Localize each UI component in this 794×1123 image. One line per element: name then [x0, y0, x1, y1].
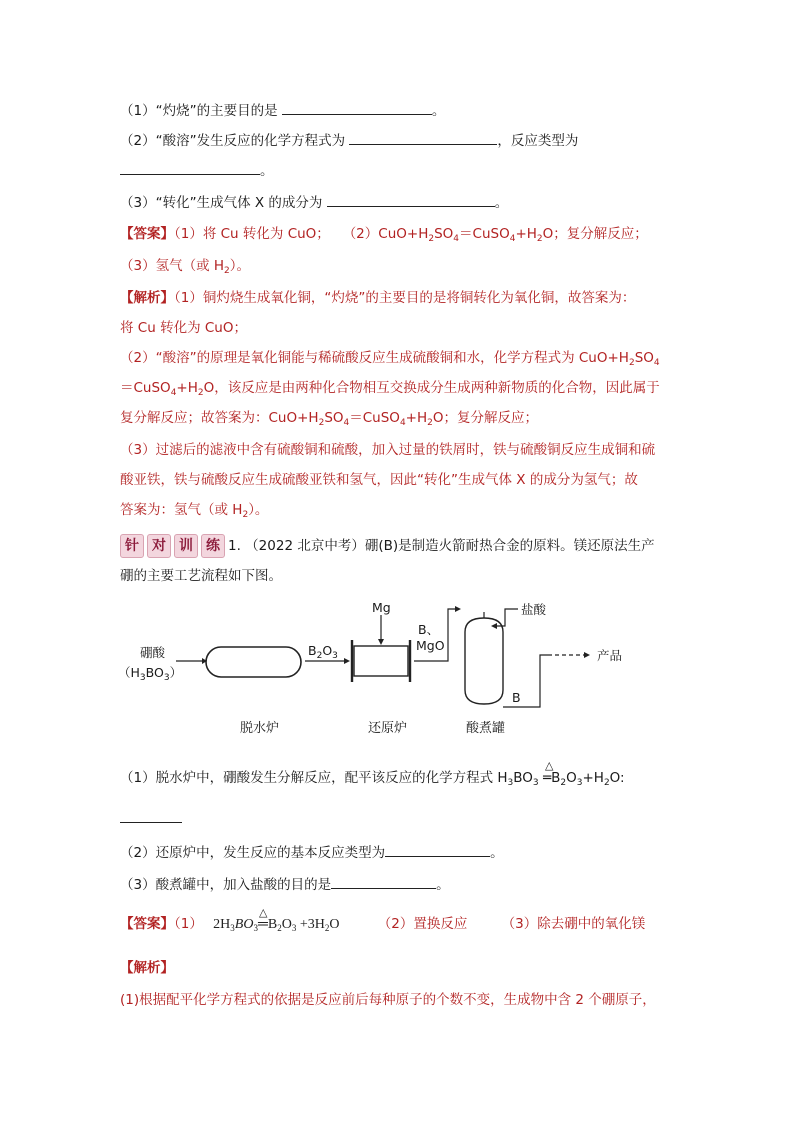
- heat-equals: △ ═: [258, 915, 268, 935]
- subscript: 3: [532, 778, 539, 788]
- punct: 。: [490, 845, 504, 861]
- analysis-1-line-5: [120, 408, 538, 428]
- formula-part: （H: [118, 665, 140, 680]
- label-boric-acid-formula: [118, 663, 182, 681]
- label-b: B: [512, 690, 521, 705]
- analysis-1-line-7: [120, 470, 638, 490]
- subscript: 3: [507, 778, 514, 788]
- training-tile: 针: [120, 534, 144, 558]
- subscript: 2: [560, 778, 567, 788]
- subscript: 2: [628, 358, 635, 368]
- caption-acid-tank: 酸煮罐: [466, 721, 506, 736]
- training-tile: 练: [201, 534, 225, 558]
- subscript: 2: [428, 234, 435, 244]
- question-text: 硼的主要工艺流程如下图。: [120, 568, 282, 584]
- subscript: 4: [170, 388, 177, 398]
- answer-blank[interactable]: [327, 192, 495, 207]
- analysis-text: （1）铜灼烧生成氧化铜，“灼烧”的主要目的是将铜转化为氧化铜，故答案为：: [174, 290, 636, 306]
- subscript: 4: [399, 418, 406, 428]
- formula-part: 2H: [213, 917, 231, 932]
- analysis-2-line-1: [120, 990, 656, 1010]
- analysis-text: （3）过滤后的滤液中含有硫酸铜和硫酸，加入过量的铁屑时，铁与硫酸铜反应生成铜和硫: [120, 442, 656, 458]
- answer-text: +H: [515, 226, 537, 242]
- subscript: 3: [576, 778, 583, 788]
- label-product: 产品: [597, 648, 623, 663]
- question-text: B: [551, 770, 561, 786]
- punct: 。: [431, 103, 446, 119]
- answer-text: O；复分解反应；: [542, 226, 648, 242]
- formula-part: BO: [145, 665, 164, 680]
- delta-icon: △: [258, 907, 268, 919]
- analysis-tag: 【解析】: [120, 290, 174, 306]
- analysis-text: +H: [405, 410, 428, 426]
- subscript: 3: [332, 651, 338, 661]
- label-hcl: 盐酸: [521, 602, 547, 617]
- formula-part: ）: [169, 665, 183, 680]
- answer-tag: 【答案】: [120, 226, 174, 242]
- answer-text: （2）置换反应: [377, 916, 468, 932]
- subscript: 2: [318, 418, 325, 428]
- subscript: 3: [163, 673, 170, 683]
- analysis-text: +H: [176, 380, 198, 396]
- question-text: ，反应类型为: [497, 133, 579, 149]
- answer-blank[interactable]: [282, 100, 432, 115]
- answer-2: [120, 907, 646, 935]
- question-text: “转化”生成气体 X 的成分为: [155, 195, 323, 211]
- answer-1: [120, 224, 648, 244]
- analysis-text: 答案为：氢气（或 H: [120, 502, 243, 518]
- subscript: 3: [139, 673, 146, 683]
- analysis-text: 复分解反应；故答案为：CuO+H: [120, 410, 319, 426]
- delta-icon: △: [544, 759, 554, 772]
- answer-text: SO: [434, 226, 454, 242]
- analysis-text: SO: [324, 410, 344, 426]
- subscript: 2: [603, 778, 610, 788]
- formula-part: BO: [234, 917, 254, 932]
- punct: 。: [494, 195, 509, 211]
- formula-part: O: [329, 917, 340, 932]
- formula-part: B: [267, 917, 278, 932]
- training-tile: 对: [147, 534, 171, 558]
- caption-dehydration-furnace: 脱水炉: [240, 721, 280, 736]
- analysis-text: ＝CuSO: [120, 380, 171, 396]
- reduction-furnace-shape: [354, 646, 408, 676]
- answer-1-cont: [120, 256, 250, 276]
- answer-text: ）。: [229, 258, 251, 274]
- analysis-text: 酸亚铁，铁与硫酸反应生成硫酸亚铁和氢气，因此“转化”生成气体 X 的成分为氢气；故: [120, 472, 638, 488]
- analysis-tag: 【解析】: [120, 960, 174, 976]
- formula-part: O: [322, 643, 333, 658]
- label-b-mgo-1: B、: [418, 622, 440, 637]
- formula-part: B: [308, 643, 317, 658]
- label-boric-acid: 硼酸: [140, 645, 166, 660]
- dehydration-furnace-shape: [206, 647, 301, 677]
- analysis-text: （2）“酸溶”的原理是氧化铜能与稀硫酸反应生成硫酸铜和水，化学方程式为 CuO+H: [120, 350, 629, 366]
- subscript: 4: [453, 234, 460, 244]
- subscript: 2: [224, 266, 230, 276]
- question-3: [120, 192, 508, 213]
- caption-reduction-furnace: 还原炉: [368, 721, 408, 736]
- question-text: O:: [609, 770, 625, 786]
- answer-text: （3）氢气（或 H: [120, 258, 225, 274]
- punct: 。: [260, 163, 274, 179]
- analysis-2-tag: [120, 958, 174, 978]
- punct: 。: [436, 877, 450, 893]
- analysis-text: O；复分解反应；: [432, 410, 539, 426]
- analysis-1-line-6: [120, 440, 655, 460]
- question-text: “灼烧”的主要目的是: [155, 103, 278, 119]
- answer-text: （2）CuO+H: [342, 226, 429, 242]
- question-5: [120, 842, 504, 863]
- answer-blank[interactable]: [120, 808, 182, 823]
- analysis-1-line-8: [120, 500, 268, 520]
- question-4-blank: [120, 808, 182, 829]
- subscript: 2: [242, 510, 249, 520]
- analysis-1-line-3: [120, 348, 660, 368]
- answer-equation: $2H_3BO_3$ △ $═B_2O_3 +3H_2O$: [213, 917, 339, 932]
- subscript: 2: [536, 234, 543, 244]
- question-number: （3）: [120, 195, 156, 211]
- question-text: BO: [513, 770, 533, 786]
- analysis-text: SO: [634, 350, 654, 366]
- analysis-text: ＝CuSO: [349, 410, 400, 426]
- subscript: 4: [343, 418, 350, 428]
- question-text: O: [566, 770, 577, 786]
- question-number: （1）: [120, 103, 156, 119]
- analysis-1-line-2: [120, 318, 247, 338]
- question-text: （2）还原炉中，发生反应的基本反应类型为: [120, 845, 386, 861]
- answer-text: （1）: [174, 916, 203, 932]
- answer-blank[interactable]: [385, 842, 490, 857]
- answer-text: ＝CuSO: [459, 226, 510, 242]
- question-2-cont: [120, 160, 274, 181]
- subscript: 2: [427, 418, 433, 428]
- acid-tank-shape: [465, 618, 503, 704]
- formula-part: O: [281, 917, 292, 932]
- training-question-cont: [120, 566, 282, 586]
- question-4: [120, 759, 625, 788]
- subscript: 2: [197, 388, 204, 398]
- analysis-text: O，该反应是由两种化合物相互交换成分生成两种新物质的化合物，因此属于: [203, 380, 660, 396]
- answer-blank[interactable]: [349, 130, 497, 145]
- question-text: +H: [582, 770, 604, 786]
- formula-part: +3H: [299, 917, 325, 932]
- label-b2o3: [308, 643, 338, 661]
- subscript: 4: [653, 358, 660, 368]
- answer-text: （1）将 Cu 转化为 CuO；: [174, 226, 330, 242]
- question-2: [120, 130, 578, 151]
- question-text: “酸溶”发生反应的化学方程式为: [155, 133, 346, 149]
- answer-tag: 【答案】: [120, 916, 174, 932]
- subscript: 2: [316, 651, 323, 661]
- question-text: 1. （2022 北京中考）硼(B)是制造火箭耐热合金的原料。镁还原法生产: [228, 538, 655, 554]
- answer-blank[interactable]: [331, 874, 436, 889]
- subscript: 4: [509, 234, 516, 244]
- analysis-1-line-4: [120, 378, 660, 398]
- training-tile: 训: [174, 534, 198, 558]
- question-number: （2）: [120, 133, 156, 149]
- answer-blank[interactable]: [120, 160, 260, 175]
- analysis-text: (1)根据配平化学方程式的依据是反应前后每种原子的个数不变，生成物中含 2 个硼原子，: [120, 992, 656, 1008]
- label-b-mgo-2: MgO: [416, 638, 445, 653]
- heat-equals: △ ═: [543, 768, 551, 788]
- question-1: [120, 100, 445, 121]
- analysis-text: 将 Cu 转化为 CuO；: [120, 320, 247, 336]
- analysis-text: ）。: [248, 502, 269, 518]
- analysis-1-line-1: [120, 288, 635, 308]
- training-question: [120, 534, 655, 558]
- label-mg: Mg: [372, 600, 391, 615]
- question-6: [120, 874, 450, 895]
- answer-text: （3）除去硼中的氧化镁: [501, 916, 646, 932]
- question-text: （3）酸煮罐中，加入盐酸的目的是: [120, 877, 332, 893]
- question-text: （1）脱水炉中，硼酸发生分解反应，配平该反应的化学方程式 H: [120, 770, 508, 786]
